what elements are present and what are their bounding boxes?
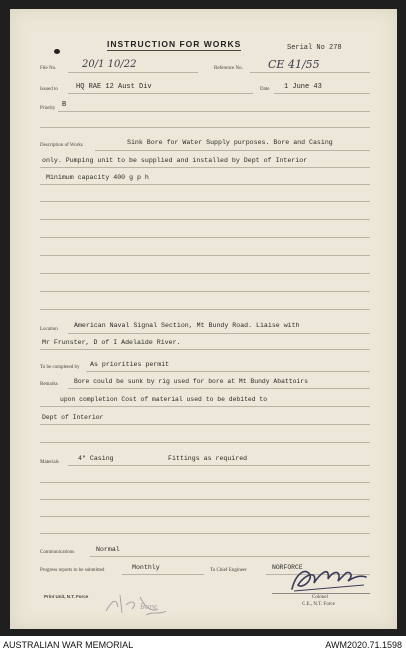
ink-blot [54, 49, 60, 54]
location-line-1: American Naval Signal Section, Mt Bundy Road. Liaise with [74, 322, 300, 329]
remarks-label: Remarks [40, 382, 58, 387]
location-label: Location [40, 327, 58, 332]
issued-to-value: HQ RAE 12 Aust Div [76, 83, 152, 91]
stamp-text: Bore [140, 603, 157, 611]
chief-engineer-label: To Chief Engineer [210, 568, 247, 573]
remarks-line-3: Dept of Interior [42, 414, 104, 421]
completed-by-label: To be completed by [40, 365, 80, 370]
signatory-rank: Colonel [312, 595, 328, 600]
chief-engineer-value: NORFORCE [272, 564, 303, 571]
form-sheet [10, 9, 397, 629]
location-line-2: Mr Frunster, D of I Adelaide River. [42, 339, 181, 346]
materials-item-1: 4" Casing [78, 455, 114, 462]
materials-label: Materials [40, 460, 59, 465]
pencil-notation [102, 587, 172, 621]
progress-label: Progress reports to be submitted [40, 568, 105, 573]
footer-right: AWM2020.71.1598 [325, 640, 402, 650]
remarks-line-1: Bore could be sunk by rig used for bore at Mt Bundy Abattoirs [74, 378, 308, 385]
communications-label: Communications [40, 550, 75, 555]
printer-imprint: Print Unit, N.T. Force [44, 594, 89, 599]
description-line-1: Sink Bore for Water Supply purposes. Bore and Casing [127, 139, 333, 146]
serial-number: Serial No 278 [287, 44, 342, 52]
issued-to-label: Issued to [40, 87, 58, 92]
description-label: Description of Works [40, 143, 83, 148]
file-no-label: File No. [40, 66, 57, 71]
date-value: 1 June 43 [284, 83, 322, 91]
footer-bar [0, 636, 406, 653]
footer-left: AUSTRALIAN WAR MEMORIAL [3, 640, 134, 650]
completed-by-value: As priorities permit [90, 361, 170, 368]
date-label: Date [260, 87, 270, 92]
materials-item-2: Fittings as required [168, 455, 248, 462]
remarks-line-2: upon completion Cost of material used to be debited to [60, 396, 268, 403]
communications-value: Normal [96, 546, 120, 553]
form-title: INSTRUCTION FOR WORKS [107, 39, 242, 49]
priority-label: Priority [40, 106, 56, 111]
reference-value: CE 41/55 [268, 58, 320, 71]
priority-value: B [62, 101, 67, 109]
description-line-3: Minimum capacity 400 g p h [46, 174, 149, 181]
reference-label: Reference No. [214, 66, 243, 71]
signatory-title: C.E., N.T. Force [302, 602, 335, 607]
description-line-2: only. Pumping unit to be supplied and installed by Dept of Interior [42, 157, 308, 164]
file-no-value: 20/1 10/22 [82, 59, 137, 70]
progress-value: Monthly [132, 564, 160, 571]
